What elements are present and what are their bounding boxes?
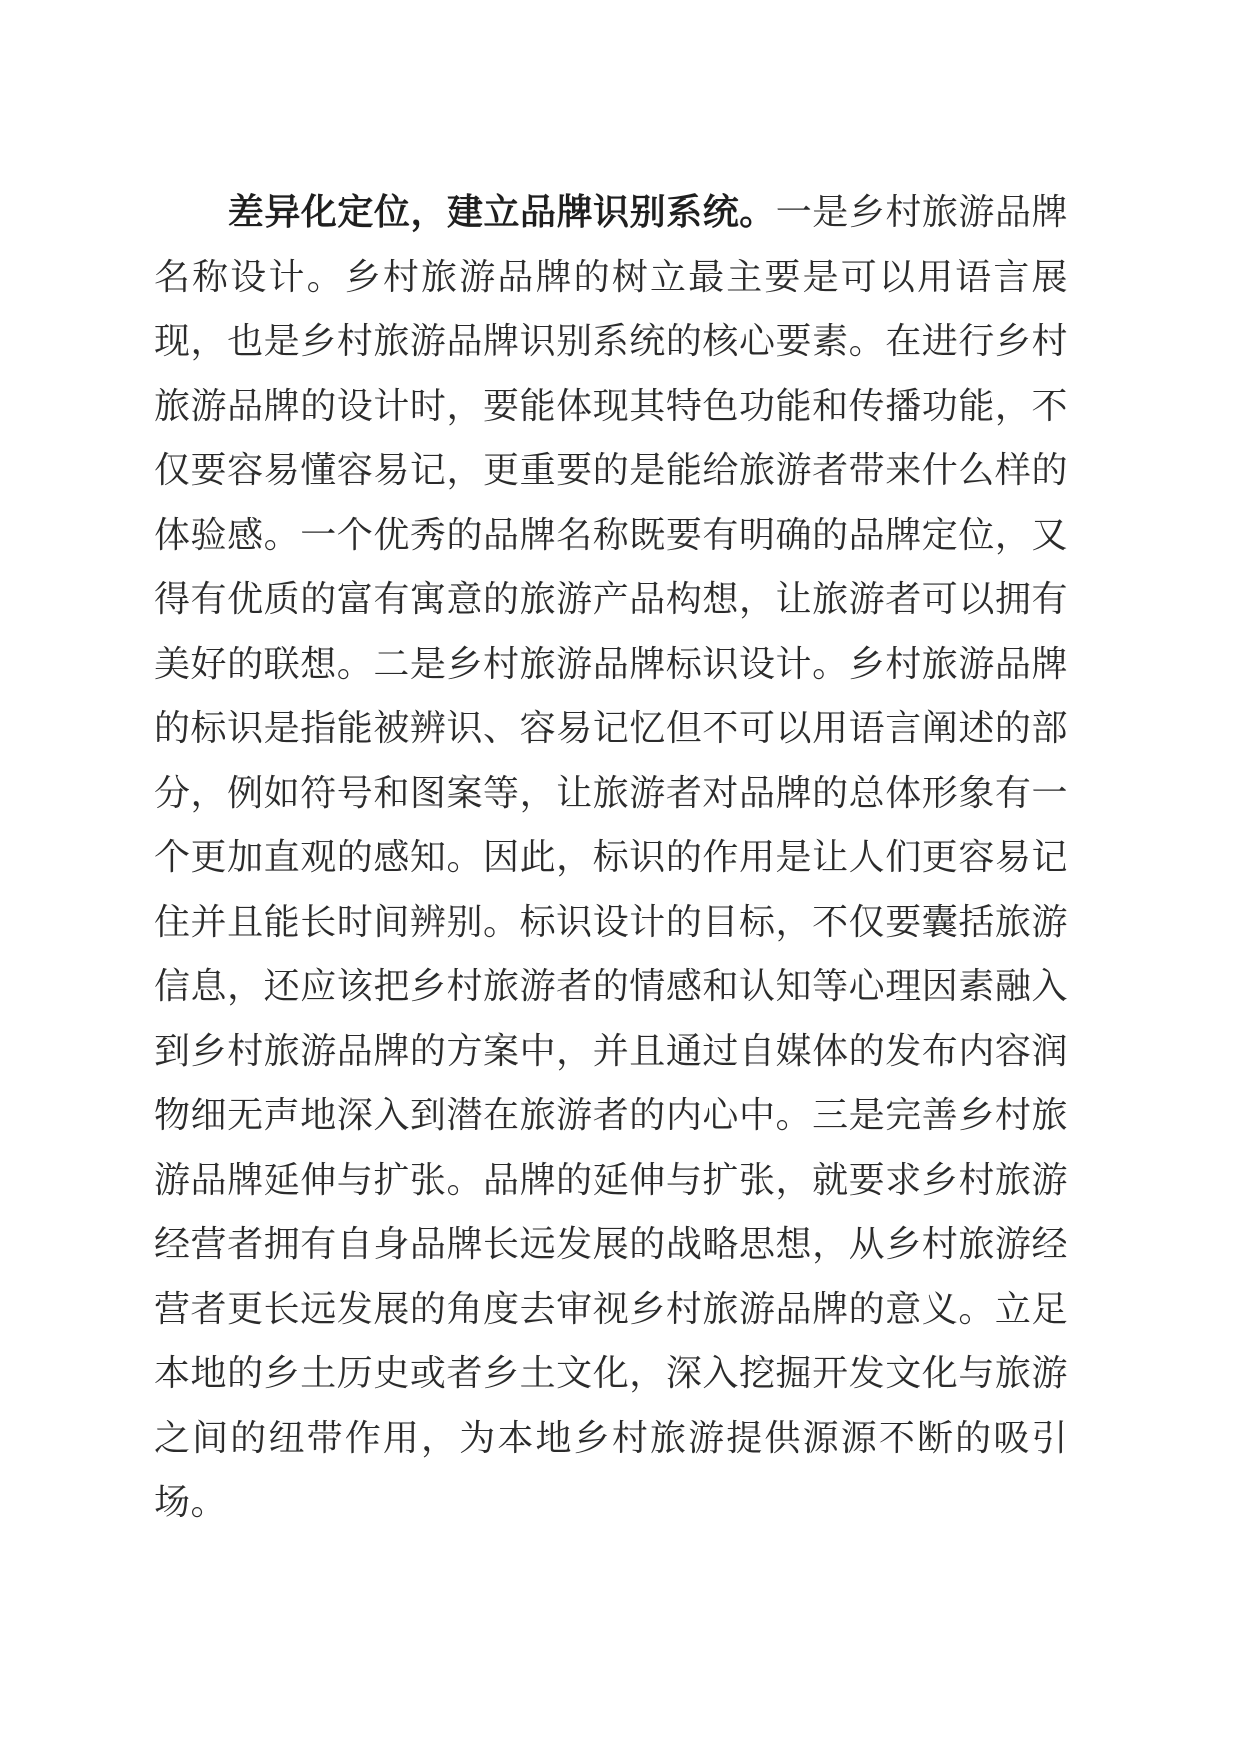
paragraph-body-text: 一是乡村旅游品牌名称设计。乡村旅游品牌的树立最主要是可以用语言展现，也是乡村旅游品牌识别系统的核心要素。在进行乡村旅游品牌的设计时，要能体现其特色功能和传播功能，不仅要容易懂容易记，更重要的是能给旅游者带来什么样的体验感。一个优秀的品牌名称既要有明确的品牌定位，又得有优质的富有寓意的旅游产品构想，让旅游者可以拥有美好的联想。二是乡村旅游品牌标识设计。乡村旅游品牌的标识是指能被辨识、容易记忆但不可以用语言阐述的部分，例如符号和图案等，让旅游者对品牌的总体形象有一个更加直观的感知。因此，标识的作用是让人们更容易记住并且能长时间辨别。标识设计的目标，不仅要囊括旅游信息，还应该把乡村旅游者的情感和认知等心理因素融入到乡村旅游品牌的方案中，并且通过自媒体的发布内容润物细无声地深入到潜在旅游者的内心中。三是完善乡村旅游品牌延伸与扩张。品牌的延伸与扩张，就要求乡村旅游经营者拥有自身品牌长远发展的战略思想，从乡村旅游经营者更长远发展的角度去审视乡村旅游品牌的意义。立足本地的乡土历史或者乡土文化，深入挖掘开发文化与旅游之间的纽带作用，为本地乡村旅游提供源源不断的吸引场。 (154, 192, 1068, 1523)
document-content (154, 181, 1068, 1536)
lead-sentence: 差异化定位，建立品牌识别系统。 (227, 192, 776, 233)
body-paragraph (154, 181, 1068, 1536)
